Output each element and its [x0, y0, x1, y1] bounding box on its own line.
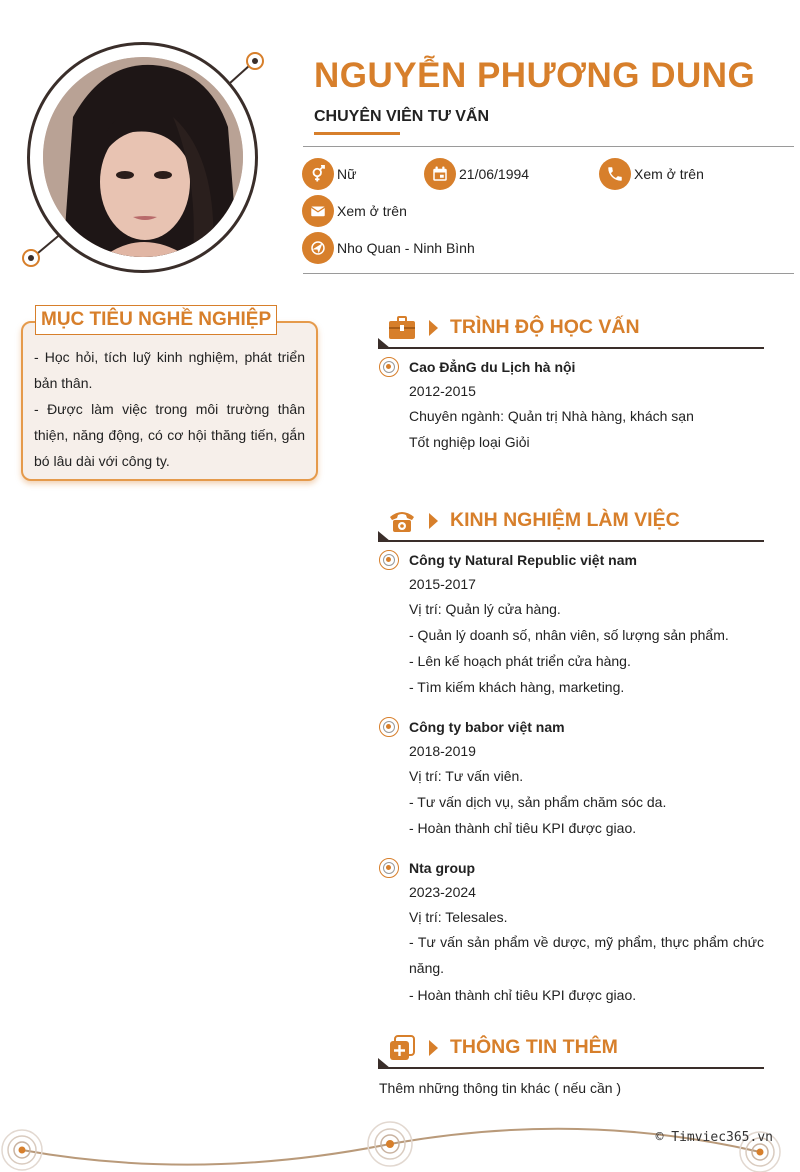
divider — [303, 146, 794, 147]
section-arrow-icon — [429, 1040, 438, 1056]
job-title: CHUYÊN VIÊN TƯ VẤN — [314, 108, 490, 125]
decor-line — [37, 234, 60, 254]
job-line: Vị trí: Quản lý cửa hàng. — [409, 601, 561, 617]
email-value: Xem ở trên — [337, 203, 407, 219]
job-line: - Lên kế hoạch phát triển cửa hàng. — [409, 653, 631, 669]
calendar-icon — [424, 158, 456, 190]
address-value: Nho Quan - Ninh Bình — [337, 240, 475, 256]
job-line: - Tư vấn sản phẩm về dược, mỹ phẩm, thực phẩm chức năng. — [409, 934, 764, 976]
education-major: Chuyên ngành: Quản trị Nhà hàng, khách sạn — [409, 408, 694, 424]
education-grade: Tốt nghiệp loại Giỏi — [409, 434, 530, 450]
experience-title: KINH NGHIỆM LÀM VIỆC — [450, 509, 680, 531]
briefcase-icon — [388, 314, 416, 342]
job-period: 2018-2019 — [409, 743, 476, 759]
contact-gender — [302, 158, 356, 190]
job-line: Vị trí: Telesales. — [409, 909, 508, 925]
contact-birthday — [424, 158, 529, 190]
decor-dot — [246, 52, 264, 70]
avatar — [43, 57, 243, 257]
gender-value: Nữ — [337, 166, 357, 182]
telephone-icon — [388, 507, 416, 535]
section-rule — [378, 347, 764, 349]
contact-address — [302, 232, 475, 264]
location-icon — [302, 232, 334, 264]
timeline-bullet — [379, 717, 399, 737]
divider — [303, 273, 794, 274]
avatar-photo-image — [43, 57, 243, 257]
job-company: Công ty Natural Republic việt nam — [409, 552, 637, 568]
birthday-value: 21/06/1994 — [459, 166, 530, 182]
job-company: Nta group — [409, 860, 476, 876]
education-title: TRÌNH ĐỘ HỌC VẤN — [450, 316, 640, 338]
objective-line: - Học hỏi, tích luỹ kinh nghiệm, phát triển bản thân. — [34, 349, 305, 391]
phone-value: Xem ở trên — [634, 166, 704, 182]
decor-dot — [22, 249, 40, 267]
section-arrow-icon — [429, 320, 438, 336]
job-period: 2015-2017 — [409, 576, 476, 592]
job-line: - Hoàn thành chỉ tiêu KPI được giao. — [409, 820, 637, 836]
timeline-bullet — [379, 357, 399, 377]
candidate-name: NGUYỄN PHƯƠNG DUNG — [314, 56, 756, 95]
job-line: - Quản lý doanh số, nhân viên, số lượng sản phẩm. — [409, 627, 729, 643]
job-period: 2023-2024 — [409, 884, 476, 900]
contact-email — [302, 195, 407, 227]
section-rule — [378, 540, 764, 542]
footer-wave — [0, 1120, 800, 1172]
extra-title: THÔNG TIN THÊM — [450, 1036, 618, 1058]
footer-ring — [2, 1130, 42, 1170]
job-company: Công ty babor việt nam — [409, 719, 565, 735]
section-rule — [378, 1067, 764, 1069]
objective-text — [34, 344, 305, 474]
job-line: - Hoàn thành chỉ tiêu KPI được giao. — [409, 987, 637, 1003]
job-line: Vị trí: Tư vấn viên. — [409, 768, 524, 784]
gender-icon — [302, 158, 334, 190]
extra-text: Thêm những thông tin khác ( nếu cần ) — [379, 1080, 622, 1096]
objective-title: MỤC TIÊU NGHỀ NGHIỆP — [35, 305, 277, 335]
objective-line: - Được làm việc trong môi trường thân thiện, năng động, có cơ hội thăng tiến, gắn bó lâu dài với công ty. — [34, 401, 305, 469]
timeline-bullet — [379, 550, 399, 570]
email-icon — [302, 195, 334, 227]
education-period: 2012-2015 — [409, 383, 476, 399]
education-school: Cao ĐẳnG du Lịch hà nội — [409, 359, 576, 375]
plus-card-icon — [388, 1034, 416, 1062]
phone-icon — [599, 158, 631, 190]
title-underline — [314, 132, 400, 135]
section-arrow-icon — [429, 513, 438, 529]
job-line: - Tìm kiếm khách hàng, marketing. — [409, 679, 625, 695]
footer-credit: © Timviec365.vn — [655, 1130, 773, 1145]
contact-phone — [599, 158, 704, 190]
job-line: - Tư vấn dịch vụ, sản phẩm chăm sóc da. — [409, 794, 667, 810]
timeline-bullet — [379, 858, 399, 878]
